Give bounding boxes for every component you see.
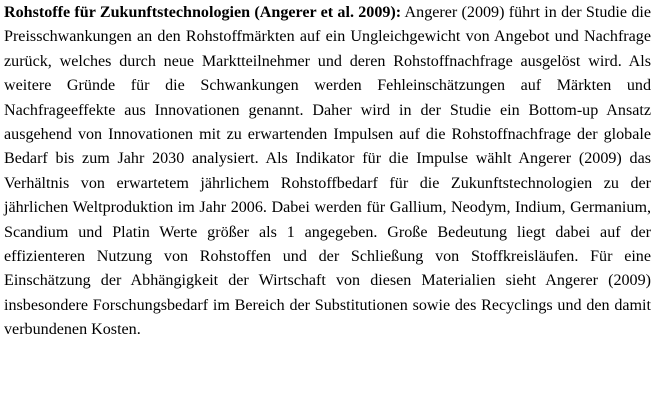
section-heading: Rohstoffe für Zukunftstechnologien (Angerer et al. 2009): — [4, 4, 402, 21]
body-paragraph — [4, 1, 651, 343]
paragraph-text: Angerer (2009) führt in der Studie die Preisschwankungen an den Rohstoffmärkten auf ein Ungleichgewicht von Angebot und Nachfrage zurück, welches durch neue Marktteilnehmer und deren Rohstoffnachfrage ausgelöst wird. Als weitere Gründe für die Schwankungen werden Fehleinschätzungen auf Märkten und Nachfrageeffekte aus Innovationen genannt. Daher wird in der Studie ein Bottom-up Ansatz ausgehend von Innovationen mit zu erwartenden Impulsen auf die Rohstoffnachfrage der globale Bedarf bis zum Jahr 2030 analysiert. Als Indikator für die Impulse wählt Angerer (2009) das Verhältnis von erwartetem jährlichem Rohstoffbedarf für die Zukunftstechnologien zu der jährlichen Weltproduktion im Jahr 2006. Dabei werden für Gallium, Neodym, Indium, Germanium, Scandium und Platin Werte größer als 1 angegeben. Große Bedeutung liegt dabei auf der effizienteren Nutzung von Rohstoffen und der Schließung von Stoffkreisläufen. Für eine Einschätzung der Abhängigkeit der Wirtschaft von diesen Materialien sieht Angerer (2009) insbesondere Forschungsbedarf im Bereich der Substitutionen sowie des Recyclings und den damit verbundenen Kosten. — [4, 4, 651, 339]
